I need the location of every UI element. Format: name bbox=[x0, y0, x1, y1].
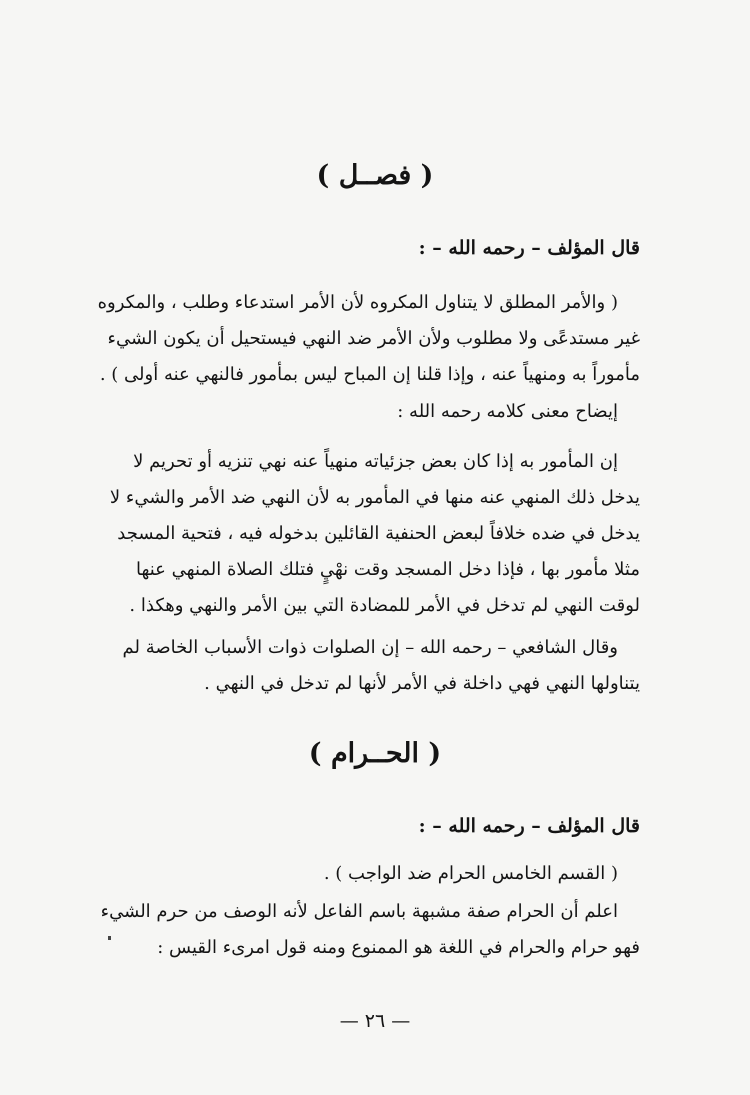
paragraph-line: لوقت النهي لم تدخل في الأمر للمضادة التي بين الأمر والنهي وهكذا . bbox=[129, 595, 640, 616]
paragraph-line: يتناولها النهي فهي داخلة في الأمر لأنها لم تدخل في النهي . bbox=[204, 673, 640, 694]
scan-mark bbox=[108, 936, 111, 940]
author-quote bbox=[128, 856, 640, 892]
quote-line: غير مستدعًى ولا مطلوب ولأن الأمر ضد النهي فيستحيل أن يكون الشيء bbox=[107, 328, 640, 349]
quote-line: ( القسم الخامس الحرام ضد الواجب ) . bbox=[323, 863, 618, 884]
paragraph-line: وقال الشافعي – رحمه الله – إن الصلوات ذوات الأسباب الخاصة لم bbox=[122, 637, 618, 658]
explanation-title-text: إيضاح معنى كلامه رحمه الله : bbox=[397, 401, 618, 422]
author-attribution bbox=[128, 808, 640, 844]
section-heading-fasl: ( فصــل ) bbox=[316, 160, 434, 191]
haram-paragraph bbox=[100, 894, 640, 966]
paragraph-line: إن المأمور به إذا كان بعض جزئياته منهياً عنه نهي تنزيه أو تحريم لا bbox=[133, 451, 618, 472]
author-line: قال المؤلف – رحمه الله – : bbox=[418, 237, 640, 259]
author-quote bbox=[97, 285, 640, 393]
author-line: قال المؤلف – رحمه الله – : bbox=[418, 815, 640, 837]
paragraph-line: يدخل في ضده خلافاً لبعض الحنفية القائلين بدخوله فيه ، فتحية المسجد bbox=[117, 523, 640, 544]
paragraph-line: اعلم أن الحرام صفة مشبهة باسم الفاعل لأنه الوصف من حرم الشيء bbox=[100, 901, 618, 922]
paragraph-line: فهو حرام والحرام في اللغة هو الممنوع ومنه قول امرىء القيس : bbox=[157, 937, 640, 958]
shafii-paragraph bbox=[122, 630, 640, 702]
quote-line: مأموراً به ومنهياً عنه ، وإذا قلنا إن المباح ليس بمأمور فالنهي عنه أولى ) . bbox=[99, 364, 640, 385]
page-number: — ٢٦ — bbox=[339, 1010, 411, 1032]
explanation-paragraph bbox=[109, 444, 640, 624]
quote-line: ( والأمر المطلق لا يتناول المكروه لأن الأمر استدعاء وطلب ، والمكروه bbox=[97, 292, 618, 313]
paragraph-line: يدخل ذلك المنهي عنه منها في المأمور به لأن النهي ضد الأمر والشيء لا bbox=[109, 487, 640, 508]
section-heading-haram: ( الحــرام ) bbox=[308, 738, 442, 769]
explanation-title bbox=[128, 394, 640, 430]
paragraph-line: مثلا مأمور بها ، فإذا دخل المسجد وقت نهْيٍ فتلك الصلاة المنهي عنها bbox=[135, 559, 640, 580]
author-attribution bbox=[128, 230, 640, 266]
